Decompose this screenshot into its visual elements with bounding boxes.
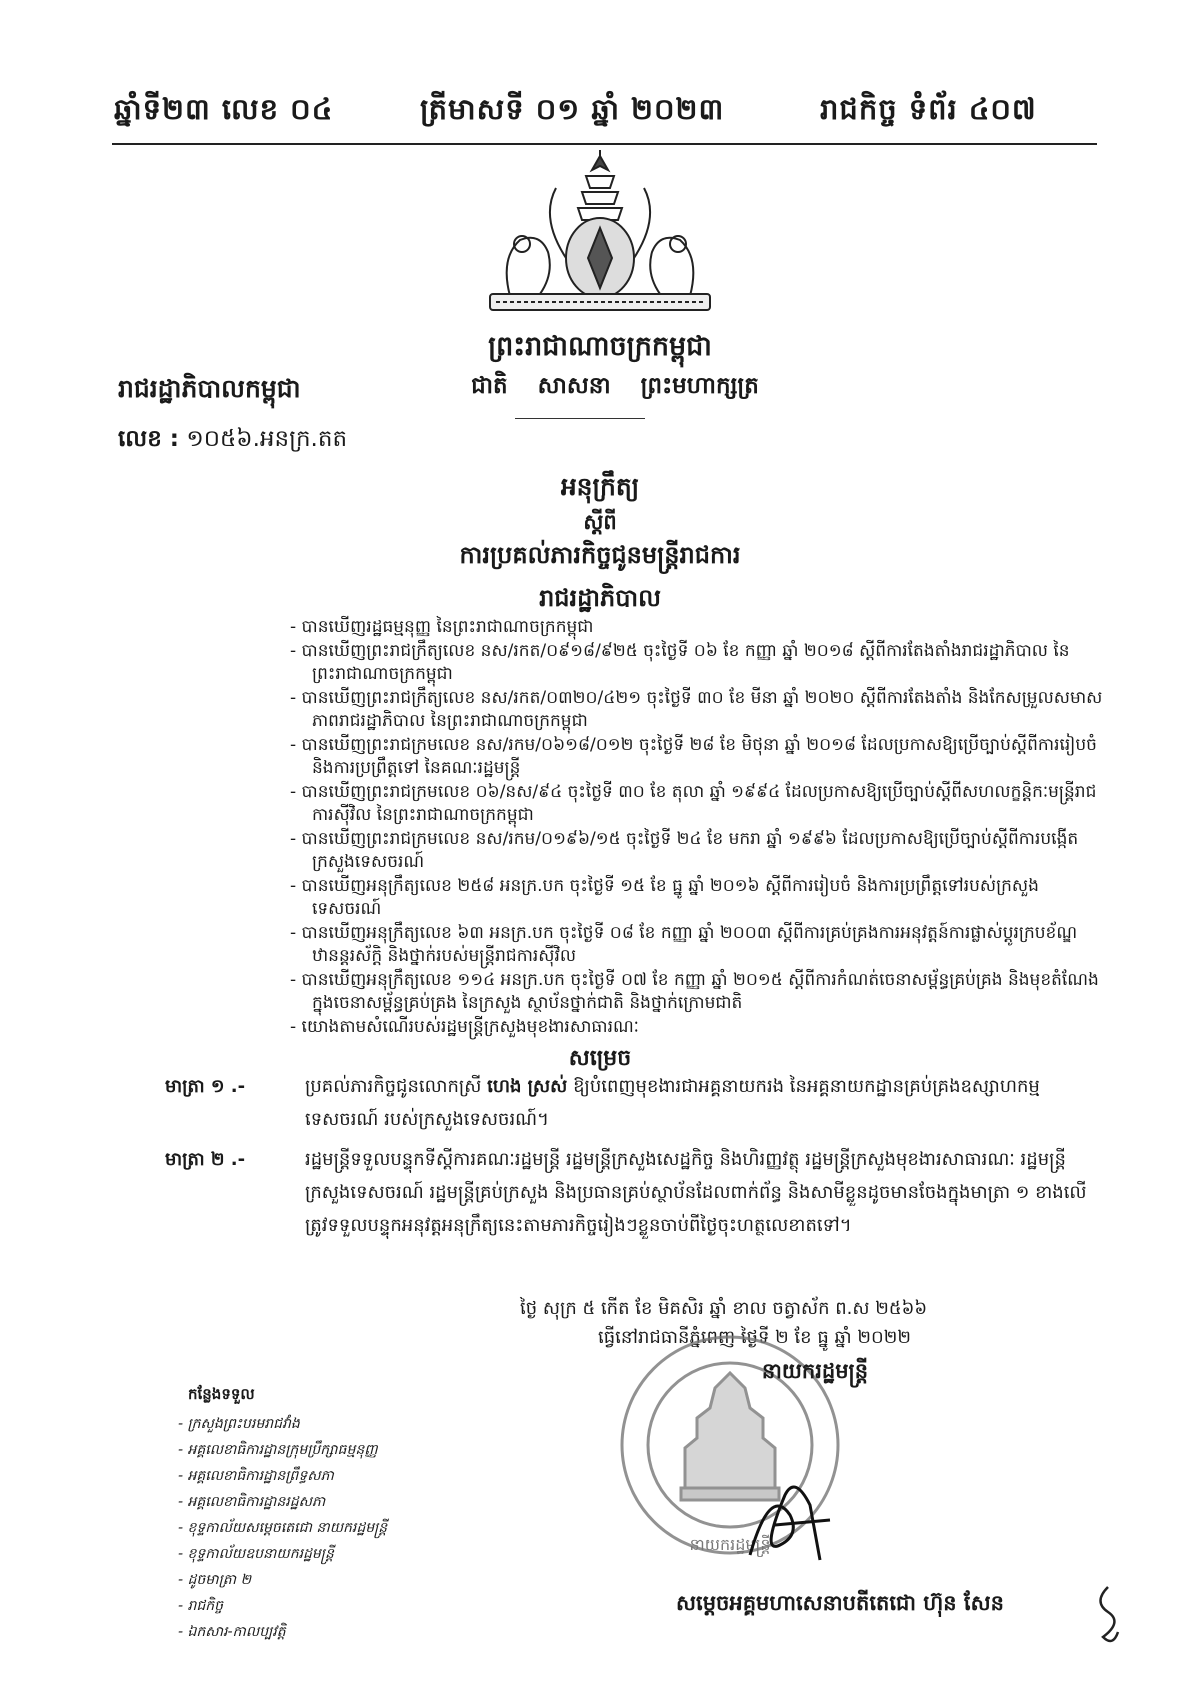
recital-item: - បានឃើញអនុក្រឹត្យលេខ ១១៤ អនក្រ.បក ចុះថ្ងៃទី ០៧ ខែ កញ្ញា ឆ្នាំ ២០១៥ ស្តីពីការកំណត់ចេនាសម្ព័ន្ធគ្រប់គ្រង និងមុខតំណែងក្នុងចេនាសម្ព័ន្ធគ្រប់គ្រង នៃក្រសួង ស្ថាប័នថ្នាក់ជាតិ និងថ្នាក់ក្រោមជាតិ bbox=[290, 969, 1105, 1016]
recital-item: - បានឃើញព្រះរាជក្រឹត្យលេខ នស/រកត/០៣២០/៤២១ ចុះថ្ងៃទី ៣០ ខែ មីនា ឆ្នាំ ២០២០ ស្តីពីការតែងតាំង និងកែសម្រួលសមាសភាពរាជរដ្ឋាភិបាល នៃព្រះរាជាណាចក្រកម្ពុជា bbox=[290, 687, 1105, 734]
header-issue: ឆ្នាំទី២៣ លេខ ០៤ bbox=[114, 92, 334, 126]
article-2 bbox=[165, 1143, 1110, 1242]
signature-icon bbox=[730, 1465, 850, 1575]
recitals-list bbox=[290, 616, 1105, 1039]
document-number bbox=[118, 425, 347, 458]
document-number-label: លេខ : bbox=[118, 426, 180, 452]
recipient-item: - ក្រសួងព្រះបរមរាជវាំង bbox=[178, 1416, 300, 1432]
article-1 bbox=[165, 1070, 1110, 1136]
recipient-item: - ខុទ្ទកាល័យឧបនាយករដ្ឋមន្ត្រី bbox=[178, 1546, 334, 1562]
issuer-heading: រាជរដ្ឋាភិបាល bbox=[539, 584, 661, 612]
recipients-list bbox=[178, 1411, 387, 1645]
solar-date: ធ្វើនៅរាជធានីភ្នំពេញ ថ្ងៃទី ២ ខែ ធ្នូ ឆ្នាំ ២០២២ bbox=[598, 1327, 911, 1348]
government-label: រាជរដ្ឋាភិបាលកម្ពុជា bbox=[118, 374, 301, 403]
document-number-value: ១០៥៦.អនក្រ.តត bbox=[186, 426, 348, 452]
decides-heading: សម្រេច bbox=[568, 1046, 632, 1071]
recital-item: - បានឃើញរដ្ឋធម្មនុញ្ញ នៃព្រះរាជាណាចក្រកម្ពុជា bbox=[290, 616, 1105, 640]
recipient-item: - អគ្គលេខាធិការដ្ឋានព្រឹទ្ធសភា bbox=[178, 1468, 334, 1484]
recital-item: - បានឃើញព្រះរាជក្រឹត្យលេខ នស/រកត/០៩១៨/៩២៥ ចុះថ្ងៃទី ០៦ ខែ កញ្ញា ឆ្នាំ ២០១៨ ស្តីពីការតែងតាំងរាជរដ្ឋាភិបាល នៃព្រះរាជាណាចក្រកម្ពុជា bbox=[290, 640, 1105, 687]
recital-item: - បានឃើញព្រះរាជក្រមលេខ នស/រកម/០៦១៨/០១២ ចុះថ្ងៃទី ២៨ ខែ មិថុនា ឆ្នាំ ២០១៨ ដែលប្រកាសឱ្យប្រើច្បាប់ស្តីពីការរៀបចំ និងការប្រព្រឹត្តទៅ នៃគណៈរដ្ឋមន្ត្រី bbox=[290, 734, 1105, 781]
recipient-item: - រាជកិច្ច bbox=[178, 1598, 224, 1614]
article-2-label: មាត្រា ២ .- bbox=[165, 1149, 246, 1170]
header-quarter: ត្រីមាសទី ០១ ឆ្នាំ ២០២៣ bbox=[420, 92, 725, 126]
recipients-heading: កន្លែងទទួល bbox=[188, 1385, 255, 1403]
appointee-name: ហេង ស្រស់ bbox=[487, 1076, 568, 1097]
recipient-item: - ខុទ្ទកាល័យសម្តេចតេជោ នាយករដ្ឋមន្ត្រី bbox=[178, 1520, 388, 1536]
recital-item: - បានឃើញព្រះរាជក្រមលេខ នស/រកម/០១៩៦/១៥ ចុះថ្ងៃទី ២៤ ខែ មករា ឆ្នាំ ១៩៩៦ ដែលប្រកាសឱ្យប្រើច្បាប់ស្តីពីការបង្កើតក្រសួងទេសចរណ៍ bbox=[290, 828, 1105, 875]
article-1-text-after: ឱ្យបំពេញមុខងារជាអគ្គនាយករង នៃអគ្គនាយកដ្ឋានគ្រប់គ្រងឧស្សាហកម្មទេសចរណ៍ របស់ក្រសួងទេសចរណ៍។ bbox=[305, 1076, 1040, 1130]
recital-item: - យោងតាមសំណើរបស់រដ្ឋមន្ត្រីក្រសួងមុខងារសាធារណៈ bbox=[290, 1016, 1105, 1040]
article-1-text-before: ប្រគល់ភារកិច្ចជូនលោកស្រី bbox=[305, 1076, 482, 1097]
recital-item: - បានឃើញអនុក្រឹត្យលេខ ២៥៨ អនក្រ.បក ចុះថ្ងៃទី ១៥ ខែ ធ្នូ ឆ្នាំ ២០១៦ ស្តីពីការរៀបចំ និងការប្រព្រឹត្តទៅរបស់ក្រសួងទេសចរណ៍ bbox=[290, 875, 1105, 922]
recipient-item: - អគ្គលេខាធិការដ្ឋានរដ្ឋសភា bbox=[178, 1494, 326, 1510]
kingdom-heading: ព្រះរាជាណាចក្រកម្ពុជា bbox=[488, 331, 712, 362]
national-motto: ជាតិ សាសនា ព្រះមហាក្សត្រ bbox=[471, 373, 759, 399]
recipient-item: - អគ្គលេខាធិការដ្ឋានក្រុមប្រឹក្សាធម្មនុញ្ញ bbox=[178, 1442, 378, 1458]
recipient-item: - ដូចមាត្រា ២ bbox=[178, 1572, 252, 1588]
ornament-divider bbox=[515, 418, 645, 419]
lunar-date: ថ្ងៃ សុក្រ ៥ កើត ខែ មិគសិរ ឆ្នាំ ខាល ចត្វាស័ក ព.ស ២៥៦៦ bbox=[520, 1298, 928, 1319]
seal-inscription: នាយករដ្ឋមន្ត្រី bbox=[689, 1535, 771, 1554]
recital-item: - បានឃើញអនុក្រឹត្យលេខ ៦៣ អនក្រ.បក ចុះថ្ងៃទី ០៨ ខែ កញ្ញា ឆ្នាំ ២០០៣ ស្តីពីការគ្រប់គ្រងការអនុវត្តន៍ការផ្លាស់ប្តូរក្របខ័ណ្ឌ ឋានន្តរស័ក្តិ និងថ្នាក់របស់មន្ត្រីរាជការស៊ីវិល bbox=[290, 922, 1105, 969]
initials-icon bbox=[1088, 1582, 1128, 1652]
document-type: អនុក្រឹត្យ bbox=[560, 472, 640, 501]
header-rule bbox=[112, 143, 1097, 145]
signatory-name: សម្តេចអគ្គមហាសេនាបតីតេជោ ហ៊ុន សែន bbox=[676, 1591, 1004, 1615]
recipient-item: - ឯកសារ-កាលប្បវត្តិ bbox=[178, 1624, 286, 1640]
document-subject: ការប្រគល់ភារកិច្ចជូនមន្ត្រីរាជការ bbox=[459, 541, 741, 569]
article-2-text: រដ្ឋមន្ត្រីទទួលបន្ទុកទីស្តីការគណៈរដ្ឋមន្ត្រី រដ្ឋមន្ត្រីក្រសួងសេដ្ឋកិច្ច និងហិរញ្ញវត្ថុ រដ្ឋមន្ត្រីក្រសួងមុខងារសាធារណៈ រដ្ឋមន្ត្រីក្រសួងទេសចរណ៍ រដ្ឋមន្ត្រីគ្រប់ក្រសួង និងប្រធានគ្រប់ស្ថាប័នដែលពាក់ព័ន្ធ និងសាមីខ្លួនដូចមានចែងក្នុងមាត្រា ១ ខាងលើ ត្រូវទទួលបន្ទុកអនុវត្តអនុក្រឹត្យនេះតាមភារកិច្ចរៀងៗខ្លួនចាប់ពីថ្ងៃចុះហត្ថលេខាតទៅ។ bbox=[305, 1149, 1087, 1236]
article-1-label: មាត្រា ១ .- bbox=[165, 1076, 246, 1097]
signatory-title: នាយករដ្ឋមន្ត្រី bbox=[761, 1359, 869, 1383]
royal-coat-of-arms-icon bbox=[470, 148, 730, 318]
header-page: រាជកិច្ច ទំព័រ ៤០៧ bbox=[820, 92, 1037, 126]
title-regarding: ស្តីពី bbox=[583, 510, 617, 534]
recital-item: - បានឃើញព្រះរាជក្រមលេខ ០៦/នស/៩៤ ចុះថ្ងៃទី ៣០ ខែ តុលា ឆ្នាំ ១៩៩៤ ដែលប្រកាសឱ្យប្រើច្បាប់ស្តីពីសហលក្ខន្តិកៈមន្ត្រីរាជការស៊ីវិល នៃព្រះរាជាណាចក្រកម្ពុជា bbox=[290, 781, 1105, 828]
